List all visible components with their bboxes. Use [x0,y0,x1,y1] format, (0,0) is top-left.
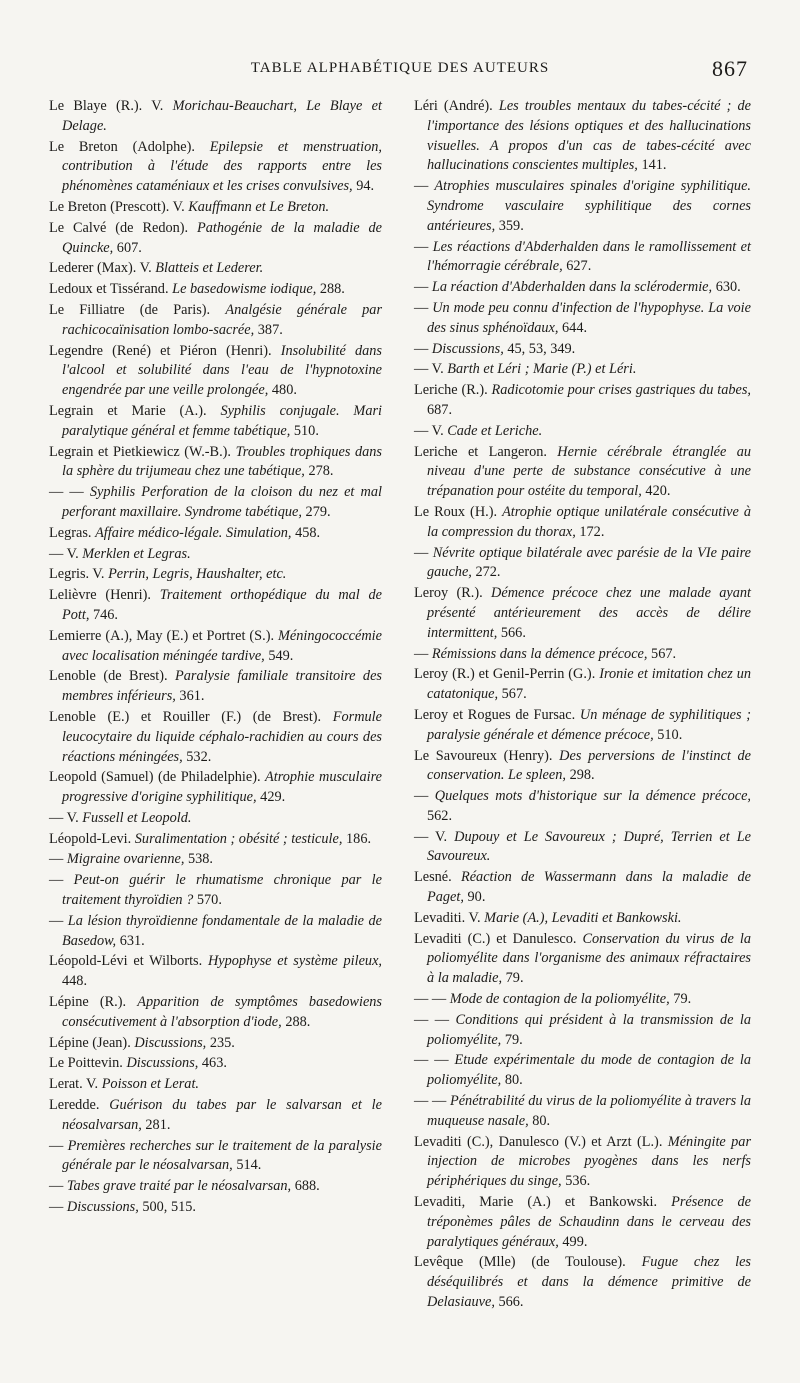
index-entry [49,850,382,870]
index-entry [49,565,382,585]
entry-name: — [49,1178,64,1195]
entry-name: Léopold-Lévi et Wilborts. [49,953,203,970]
entry-title: Barth et Léri ; Marie (P.) et Léri. [447,361,637,378]
entry-name: — [414,238,429,255]
index-entry [49,1075,382,1095]
entry-title: Radicotomie pour crises gastriques du tabes, [491,382,751,399]
entry-title: Tabes grave traité par le néosalvarsan, [66,1178,292,1195]
index-entry [49,301,382,341]
entry-pages: 536. [565,1173,591,1190]
entry-pages: 272. [475,564,501,581]
entry-name: — V. [414,828,448,845]
entry-name: Legrain et Pietkiewicz (W.-B.). [49,443,232,460]
entry-name: Leriche et Langeron. [414,443,547,460]
entry-pages: 288. [319,281,345,298]
entry-name: — [414,178,429,195]
entry-pages: 566. [500,624,526,641]
entry-pages: 235. [209,1034,235,1051]
index-entry [414,584,751,643]
entry-title: Hypophyse et système pileux, [207,953,382,970]
running-title: TABLE ALPHABÉTIQUE DES AUTEURS [250,60,550,76]
entry-title: Pénétrabilité du virus de la poliomyélite à travers la muqueuse nasale, [427,1093,751,1129]
entry-pages: 644. [562,319,588,336]
entry-name: — [414,788,429,805]
index-entry [49,667,382,707]
entry-name: Levaditi (C.) et Danulesco. [414,930,577,947]
index-entry [49,1137,382,1177]
entry-pages: 562. [427,807,453,824]
entry-name: — — [49,484,84,501]
entry-title: La réaction d'Abderhalden dans la sclérodermie, [431,279,713,296]
entry-name: Le Calvé (de Redon). [49,219,189,236]
entry-name: Lépine (Jean). [49,1034,131,1051]
entry-title: Les réactions d'Abderhalden dans le ramollissement et l'hémorragie cérébrale, [427,238,751,275]
entry-name: Legris. V. [49,566,105,583]
entry-pages: 532. [186,748,212,765]
entry-title: Guérison du tabes par le salvarsan et le néosalvarsan, [62,1097,382,1133]
entry-title: Des perversions de l'instinct de conservation. Le spleen, [427,747,752,784]
index-entry [414,706,751,746]
entry-title: Un ménage de syphilitiques ; paralysie générale et démence précoce, [427,706,752,743]
index-entry [414,360,751,380]
entry-title: Pathogénie de la maladie de Quincke, [62,219,382,256]
entry-title: Suralimentation ; obésité ; testicule, [134,830,343,847]
entry-name: — V. [414,361,444,378]
entry-title: Syphilis conjugale. Mari paralytique général et femme tabétique, [62,402,383,439]
index-entry [414,299,751,339]
entry-name: Leredde. [49,1097,100,1114]
index-entry [414,340,751,360]
entry-title: Peut-on guérir le rhumatisme chronique par le traitement thyroïdien ? [62,872,382,909]
entry-title: Troubles trophiques dans la sphère du trijumeau chez une tabétique, [62,443,382,480]
entry-pages: 499. [562,1233,588,1250]
entry-title: Discussions, [66,1199,139,1216]
entry-name: Levaditi, Marie (A.) et Bankowski. [414,1194,658,1211]
entry-name: — [414,299,429,316]
index-entry [414,278,751,298]
index-entry [414,828,751,868]
entry-pages: 141. [641,157,667,174]
index-entry [49,259,382,279]
entry-title: Rémissions dans la démence précoce, [431,645,648,662]
entry-pages: 480. [271,382,297,399]
entry-name: — [49,851,64,868]
entry-pages: 79. [504,1031,523,1048]
entry-title: Poisson et Lerat. [101,1076,199,1093]
entry-title: Un mode peu connu d'infection de l'hypophyse. La voie des sinus sphénoïdaux, [427,299,752,336]
entry-title: Discussions, [431,340,504,357]
entry-pages: 80. [532,1112,551,1129]
index-entry [414,787,751,827]
index-entry [414,868,751,908]
entry-name: Leroy (R.) et Genil-Perrin (G.). [414,666,596,683]
entry-title: Ironie et imitation chez un catatonique, [427,666,752,703]
entry-title: Le basedowisme iodique, [172,281,317,298]
entry-title: Conditions qui président à la transmission de la poliomyélite, [427,1011,751,1048]
entry-pages: 420. [645,483,671,500]
entry-title: Quelques mots d'historique sur la démence précoce, [434,788,752,805]
entry-title: Méningococcémie avec localisation méningée tardive, [62,627,382,664]
index-entry [49,1096,382,1136]
entry-pages: 79. [505,970,524,987]
index-entry [414,1193,751,1252]
entry-title: Mode de contagion de la poliomyélite, [449,991,670,1008]
entry-name: Levaditi (C.), Danulesco (V.) et Arzt (L.). [414,1133,663,1150]
entry-title: Démence précoce chez une malade ayant présenté antérieurement des accès de délire intermittent, [427,585,752,641]
entry-pages: 500, 515. [142,1199,196,1216]
index-entry [414,443,751,502]
entry-pages: 298. [569,767,595,784]
index-entry [49,198,382,218]
index-entry [414,747,751,787]
entry-name: — V. [49,545,79,562]
index-entry [414,1253,751,1312]
entry-pages: 567. [501,686,527,703]
entry-title: Fugue chez les déséquilibrés et dans la démence primitive de Delasiauve, [427,1254,751,1311]
entry-title: Cade et Leriche. [447,422,543,439]
entry-title: Kauffmann et Le Breton. [188,198,330,215]
entry-pages: 627. [566,258,592,275]
entry-pages: 510. [293,422,319,439]
entry-title: Paralysie familiale transitoire des membres inférieurs, [62,668,382,705]
entry-title: Formule leucocytaire du liquide céphalo-rachidien au cours des réactions méningées, [62,708,382,765]
entry-pages: 90. [467,889,486,906]
entry-title: Traitement orthopédique du mal de Pott, [62,587,382,623]
entry-title: Méningite par injection de microbes pyogènes dans les nerfs périphériques du singe, [427,1133,752,1190]
entry-name: Le Savoureux (Henry). [414,747,553,764]
index-entry [414,381,751,421]
entry-pages: 387. [257,321,283,338]
index-entry [414,1011,751,1051]
entry-name: Ledoux et Tissérand. [49,281,169,298]
entry-title: Epilepsie et menstruation, contribution à l'étude des rapports entre les phénomènes cataméniaux et les crises convulsives, [62,138,382,195]
entry-name: Lederer (Max). V. [49,260,152,277]
entry-name: — [49,1137,64,1154]
entry-title: Atrophie optique unilatérale consécutive à la compression du thorax, [427,503,751,540]
index-entry [414,503,751,543]
index-entry [49,993,382,1033]
index-entry [414,665,751,705]
index-entry [49,342,382,401]
entry-name: Lemierre (A.), May (E.) et Portret (S.). [49,627,275,644]
index-entry [414,177,751,236]
entry-pages: 448. [62,973,88,990]
entry-pages: 567. [651,645,677,662]
entry-pages: 288. [285,1013,311,1030]
index-entry [49,545,382,565]
entry-name: Le Breton (Prescott). V. [49,198,185,215]
entry-pages: 630. [715,279,741,296]
entry-title: Insolubilité dans l'alcool et solubilité dans l'eau de l'hypnotoxine engendrée par une veille prolongée, [62,342,382,399]
index-entry [49,1034,382,1054]
page-number: 867 [712,56,748,81]
index-entry [49,708,382,767]
entry-title: Atrophies musculaires spinales d'origine syphilitique. Syndrome vasculaire syphilitique des cornes antérieures, [427,178,751,234]
entry-pages: 94. [356,178,375,195]
entry-name: Lépine (R.). [49,994,127,1011]
entry-title: Dupouy et Le Savoureux ; Dupré, Terrien et Le Savoureux. [427,828,751,865]
entry-pages: 607. [116,239,142,256]
index-entry [414,1133,751,1192]
entry-pages: 566. [498,1294,524,1311]
index-entry [49,483,382,523]
right-column [414,97,751,1314]
entry-title: Fussell et Leopold. [82,809,192,826]
index-entry [49,912,382,952]
index-entry [49,627,382,667]
entry-title: Perrin, Legris, Haushalter, etc. [108,566,287,583]
index-entry [49,280,382,300]
entry-name: — — [414,1052,449,1069]
entry-pages: 514. [236,1157,262,1174]
entry-title: Analgésie générale par rachicocaïnisation lombo-sacrée, [62,301,383,338]
entry-title: Affaire médico-légale. Simulation, [95,524,292,541]
index-entry [414,238,751,278]
entry-title: Atrophie musculaire progressive d'origine syphilitique, [62,769,382,806]
entry-title: Discussions, [134,1034,207,1051]
entry-pages: 688. [294,1178,320,1195]
index-entry [414,990,751,1010]
entry-pages: 429. [260,789,286,806]
entry-name: Lerat. V. [49,1076,99,1093]
entry-name: — [49,1199,64,1216]
entry-pages: 45, 53, 349. [507,340,576,357]
entry-title: Conservation du virus de la poliomyélite dans l'organisme des animaux réfractaires à la maladie, [427,930,751,987]
entry-name: Lesné. [414,869,452,886]
entry-name: — [414,340,429,357]
entry-name: — [49,872,64,889]
entry-pages: 458. [295,524,321,541]
entry-title: Blatteis et Lederer. [155,260,264,277]
index-entry [414,97,751,176]
entry-title: Apparition de symptômes basedowiens consécutivement à l'absorption d'iode, [62,994,383,1030]
index-entry [49,524,382,544]
entry-pages: 687. [427,401,453,418]
entry-title: Premières recherches sur le traitement de la paralysie générale par le néosalvarsan, [62,1137,382,1174]
index-entry [49,830,382,850]
entry-name: Leroy (R.). [414,585,483,602]
entry-name: Le Filliatre (de Paris). [49,301,211,318]
entry-pages: 279. [305,503,331,520]
entry-pages: 186. [346,830,372,847]
entry-title: Les troubles mentaux du tabes-cécité ; de l'importance des lésions optiques et des hallucinations visuelles. A propos d'un cas de tabes-cécité avec hallucinations conscientes multiples, [427,98,751,174]
entry-name: Le Roux (H.). [414,503,498,520]
index-entry [414,645,751,665]
entry-title: Etude expérimentale du mode de contagion de la poliomyélite, [427,1052,751,1089]
entry-name: Legrain et Marie (A.). [49,402,207,419]
index-entry [49,219,382,259]
entry-name: — [49,912,64,929]
index-entry [49,443,382,483]
entry-name: — V. [49,809,79,826]
index-entry [49,871,382,911]
entry-name: Le Poittevin. [49,1055,123,1072]
entry-name: — — [414,1011,450,1028]
entry-title: Migraine ovarienne, [66,851,185,868]
entry-name: — [414,279,429,296]
entry-pages: 510. [657,726,683,743]
entry-pages: 79. [673,991,692,1008]
entry-name: Levêque (Mlle) (de Toulouse). [414,1254,626,1271]
index-entry [414,1092,751,1132]
index-entry [414,544,751,584]
index-entry [49,1177,382,1197]
index-entry [414,1051,751,1091]
entry-pages: 570. [196,892,222,909]
entry-name: Le Breton (Adolphe). [49,138,195,155]
entry-name: Leopold (Samuel) (de Philadelphie). [49,769,261,786]
entry-pages: 281. [145,1116,171,1133]
index-entry [49,809,382,829]
entry-title: Discussions, [126,1055,199,1072]
entry-title: Marie (A.), Levaditi et Bankowski. [484,909,682,926]
entry-title: Présence de tréponèmes pâles de Schaudinn dans le cerveau des paralytiques généraux, [427,1194,752,1250]
entry-name: Leriche (R.). [414,382,488,399]
entry-title: Morichau-Beauchart, Le Blaye et Delage. [62,98,382,134]
entry-name: — — [414,1093,447,1110]
entry-name: Le Blaye (R.). V. [49,98,164,114]
index-entry [49,402,382,442]
entry-name: Lenoble (E.) et Rouiller (F.) (de Brest). [49,708,322,725]
entry-name: — — [414,991,447,1008]
index-entry [49,768,382,808]
index-entry [414,909,751,929]
index-entry [49,138,382,197]
entry-title: Merklen et Legras. [82,545,191,562]
index-entry [49,586,382,626]
entry-name: Levaditi. V. [414,909,481,926]
entry-name: Legendre (René) et Piéron (Henri). [49,342,272,359]
entry-name: Lelièvre (Henri). [49,587,151,604]
entry-title: Réaction de Wassermann dans la maladie de Paget, [427,869,751,906]
index-entry [49,97,382,137]
entry-title: Névrite optique bilatérale avec parésie de la VIe paire gauche, [427,544,751,581]
entry-name: Léopold-Levi. [49,830,132,847]
index-entry [49,1054,382,1074]
entry-pages: 361. [179,688,205,705]
entry-name: Legras. [49,524,92,541]
index-entry [414,422,751,442]
entry-name: Leroy et Rogues de Fursac. [414,706,576,723]
entry-pages: 549. [268,647,294,664]
entry-pages: 538. [187,851,214,868]
entry-pages: 463. [201,1055,227,1072]
index-entry [49,1198,382,1218]
index-entry [414,930,751,989]
entry-pages: 278. [308,463,334,480]
entry-name: Léri (André). [414,98,493,114]
entry-title: Syphilis Perforation de la cloison du nez et mal perforant maxillaire. Syndrome tabétique, [62,484,382,520]
entry-pages: 80. [504,1072,523,1089]
entry-pages: 746. [92,606,119,623]
entry-pages: 631. [119,932,145,949]
entry-title: La lésion thyroïdienne fondamentale de la maladie de Basedow, [62,912,382,949]
entry-pages: 359. [498,217,524,234]
entry-pages: 172. [579,523,605,540]
entry-title: Hernie cérébrale étranglée au niveau d'une perte de substance consécutive à une trépanation pour ostéite du temporal, [427,443,751,500]
left-column [49,97,382,1219]
entry-name: — V. [414,422,444,439]
entry-name: Lenoble (de Brest). [49,668,168,685]
index-entry [49,952,382,992]
entry-name: — [414,645,429,662]
entry-name: — [414,544,429,561]
